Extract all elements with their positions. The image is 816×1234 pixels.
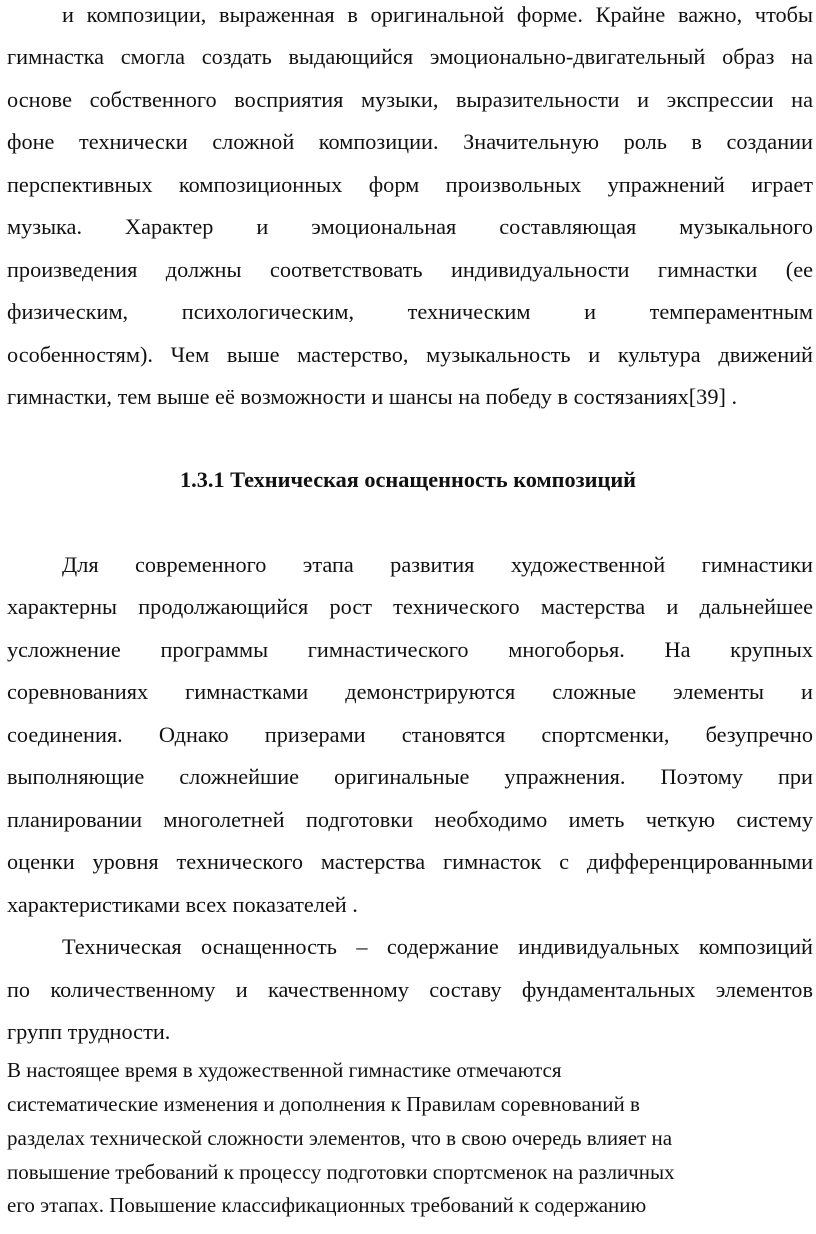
- text-line: гимнастки, тем выше её возможности и шансы на победу в состязаниях[39] .: [7, 384, 738, 409]
- text-line: музыка. Характер и эмоциональная составляющая музыкального: [7, 214, 813, 239]
- text-line: по количественному и качественному составу фундаментальных элементов: [7, 977, 813, 1002]
- text-line: соединения. Однако призерами становятся спортсменки, безупречно: [7, 722, 813, 747]
- text-line: планировании многолетней подготовки необходимо иметь четкую систему: [7, 807, 813, 832]
- text-line: систематические изменения и дополнения к Правилам соревнований в: [7, 1092, 640, 1116]
- text-line: Техническая оснащенность – содержание индивидуальных композиций: [62, 934, 813, 959]
- text-line: физическим, психологическим, техническим и темпераментным: [7, 299, 813, 324]
- text-line: характеристиками всех показателей .: [7, 892, 358, 917]
- text-line: основе собственного восприятия музыки, выразительности и экспрессии на: [7, 87, 813, 112]
- text-line: его этапах. Повышение классификационных требований к содержанию: [7, 1193, 647, 1217]
- text-line: повышение требований к процессу подготовки спортсменок на различных: [7, 1160, 675, 1184]
- text-line: особенностям). Чем выше мастерство, музыкальность и культура движений: [7, 342, 813, 367]
- text-line: оценки уровня технического мастерства гимнасток с дифференцированными: [7, 849, 813, 874]
- text-line: характерны продолжающийся рост технического мастерства и дальнейшее: [7, 594, 813, 619]
- text-line: фоне технически сложной композиции. Значительную роль в создании: [7, 129, 813, 154]
- text-line: гимнастка смогла создать выдающийся эмоционально-двигательный образ на: [7, 44, 813, 69]
- text-line: В настоящее время в художественной гимнастике отмечаются: [7, 1058, 562, 1082]
- text-line: усложнение программы гимнастического многоборья. На крупных: [7, 637, 813, 662]
- text-line: групп трудности.: [7, 1019, 171, 1044]
- text-line: Для современного этапа развития художественной гимнастики: [62, 552, 813, 577]
- text-line: выполняющие сложнейшие оригинальные упражнения. Поэтому при: [7, 764, 813, 789]
- text-line: соревнованиях гимнастками демонстрируются сложные элементы и: [7, 679, 813, 704]
- text-line: и композиции, выраженная в оригинальной форме. Крайне важно, чтобы: [62, 2, 813, 27]
- text-line: перспективных композиционных форм произвольных упражнений играет: [7, 172, 813, 197]
- section-heading: 1.3.1 Техническая оснащенность композиций: [179, 467, 637, 492]
- text-line: произведения должны соответствовать индивидуальности гимнастки (ее: [7, 257, 813, 282]
- text-line: разделах технической сложности элементов, что в свою очередь влияет на: [7, 1126, 673, 1150]
